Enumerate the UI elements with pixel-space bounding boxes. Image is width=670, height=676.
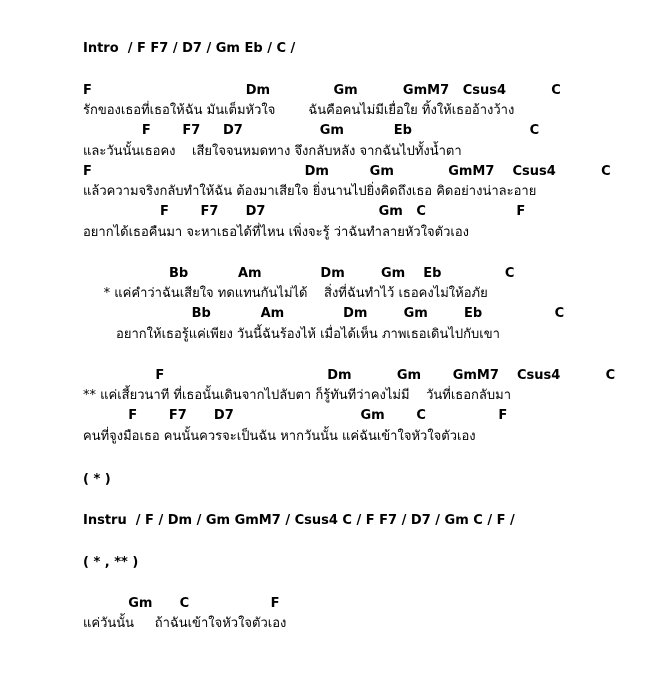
lyric-line: อยากได้เธอคืนมา จะหาเธอได้ที่ไหน เพิ่งจะรู้ ว่าฉันทำลายหัวใจตัวเอง <box>83 225 470 240</box>
chord-line: F Dm Gm GmM7 Csus4 C <box>83 164 611 179</box>
lyric-line: อยากให้เธอรู้แค่เพียง วันนี้ฉันร้องไห้ เมื่อได้เห็น ภาพเธอเดินไปกับเขา <box>83 327 500 342</box>
chord-line: F Dm Gm GmM7 Csus4 C <box>83 83 561 98</box>
chord-line: F F7 D7 Gm C F <box>83 408 508 423</box>
repeat-marker: ( * ) <box>83 472 111 487</box>
chord-line: F F7 D7 Gm Eb C <box>83 123 540 138</box>
lyric-line: แล้วความจริงกลับทำให้ฉัน ต้องมาเสียใจ ยิ่งนานไปยิ่งคิดถึงเธอ คิดอย่างน่าละอาย <box>83 184 537 199</box>
chord-line: F F7 D7 Gm C F <box>83 204 526 219</box>
lyric-line: ** แค่เสี้ยวนาที ที่เธอนั้นเดินจากไปลับตา ก็รู้ทันทีว่าคงไม่มี วันที่เธอกลับมา <box>83 388 511 403</box>
lyric-line: * แค่คำว่าฉันเสียใจ ทดแทนกันไม่ได้ สิ่งที่ฉันทำไว้ เธอคงไม่ให้อภัย <box>83 286 488 301</box>
lyric-line: แค่วันนั้น ถ้าฉันเข้าใจหัวใจตัวเอง <box>83 616 287 631</box>
instru-line: Instru / F / Dm / Gm GmM7 / Csus4 C / F F7 / D7 / Gm C / F / <box>83 513 515 528</box>
lyric-line: รักของเธอที่เธอให้ฉัน มันเต็มหัวใจ ฉันคือคนไม่มีเยื่อใย ทิ้งให้เธออ้างว้าง <box>83 103 515 118</box>
intro-line: Intro / F F7 / D7 / Gm Eb / C / <box>83 41 296 56</box>
lyric-line: คนที่จูงมือเธอ คนนั้นควรจะเป็นฉัน หากวันนั้น แค่ฉันเข้าใจหัวใจตัวเอง <box>83 429 476 444</box>
chord-line: Bb Am Dm Gm Eb C <box>83 266 515 281</box>
chord-line: F Dm Gm GmM7 Csus4 C <box>83 368 616 383</box>
chord-line: Gm C F <box>83 596 280 611</box>
lyric-line: และวันนั้นเธอคง เสียใจจนหมดทาง จึงกลับหลัง จากฉันไปทั้งน้ำตา <box>83 144 462 159</box>
repeat-marker: ( * , ** ) <box>83 555 139 570</box>
chord-line: Bb Am Dm Gm Eb C <box>83 306 565 321</box>
